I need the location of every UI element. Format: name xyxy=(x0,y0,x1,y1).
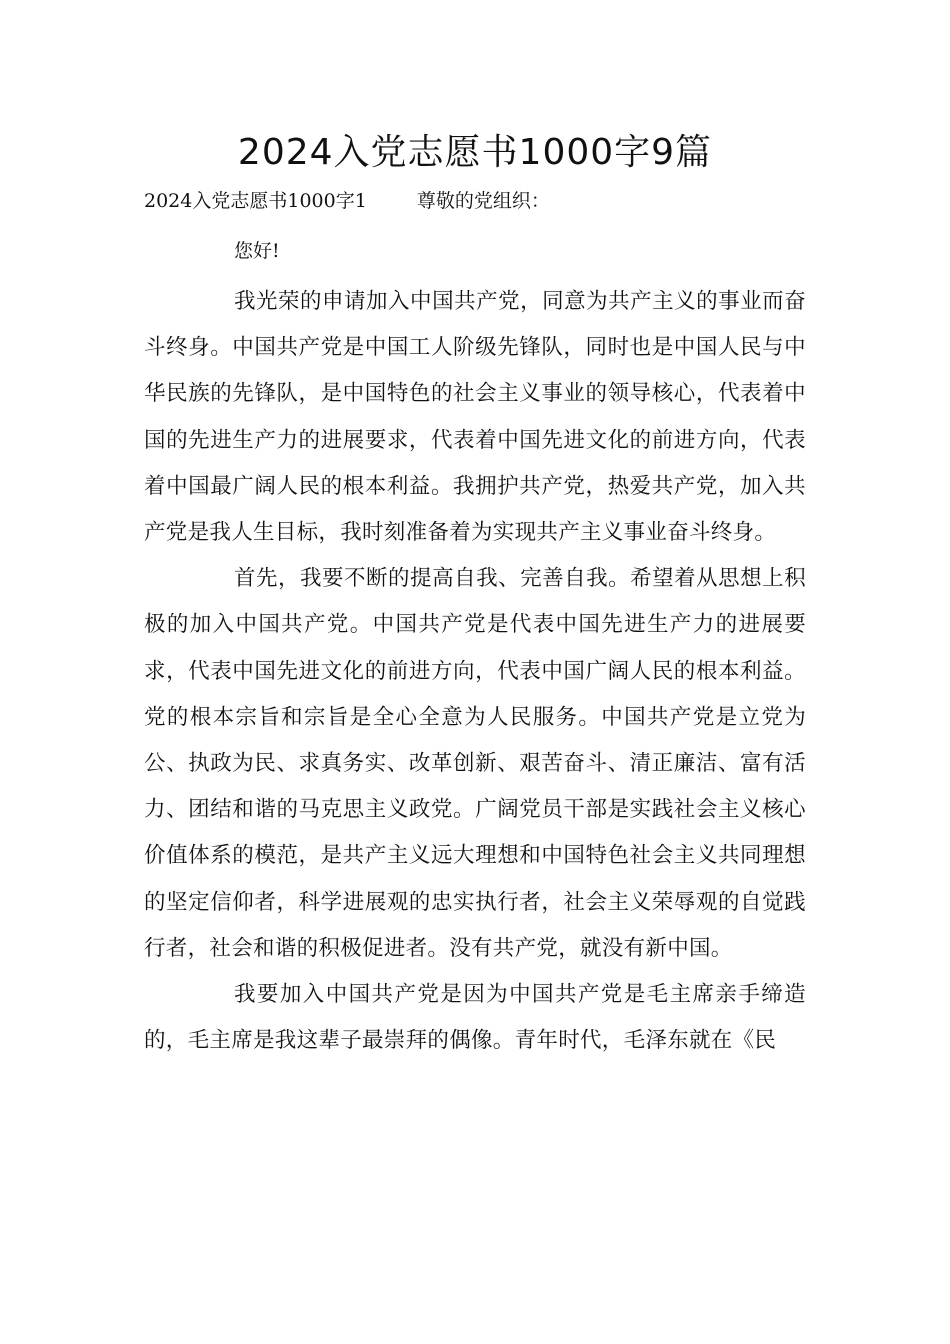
document-title: 2024入党志愿书1000字9篇 xyxy=(237,132,713,173)
salutation: 尊敬的党组织： xyxy=(416,190,550,212)
greeting: 您好! xyxy=(234,240,280,262)
letter-body xyxy=(144,279,806,1064)
paragraph: 我光荣的申请加入中国共产党，同意为共产主义的事业而奋斗终身。中国共产党是中国工人阶级先锋队，同时也是中国人民与中华民族的先锋队，是中国特色的社会主义事业的领导核心，代表着中国的先进生产力的进展要求，代表着中国先进文化的前进方向，代表着中国最广阔人民的根本利益。我拥护共产党，热爱共产党，加入共产党是我人生目标，我时刻准备着为实现共产主义事业奋斗终身。 xyxy=(144,289,806,546)
section-title: 2024入党志愿书1000字1 xyxy=(144,190,367,212)
paragraph: 首先，我要不断的提高自我、完善自我。希望着从思想上积极的加入中国共产党。中国共产党是代表中国先进生产力的进展要求，代表中国先进文化的前进方向，代表中国广阔人民的根本利益。党的根本宗旨和宗旨是全心全意为人民服务。中国共产党是立党为公、执政为民、求真务实、改革创新、艰苦奋斗、清正廉洁、富有活力、团结和谐的马克思主义政党。广阔党员干部是实践社会主义核心价值体系的模范，是共产主义远大理想和中国特色社会主义共同理想的坚定信仰者，科学进展观的忠实执行者，社会主义荣辱观的自觉践行者，社会和谐的积极促进者。没有共产党，就没有新中国。 xyxy=(144,566,806,961)
paragraph: 我要加入中国共产党是因为中国共产党是毛主席亲手缔造的，毛主席是我这辈子最崇拜的偶像。青年时代，毛泽东就在《民 xyxy=(144,982,806,1054)
letter-heading-line xyxy=(144,186,550,216)
